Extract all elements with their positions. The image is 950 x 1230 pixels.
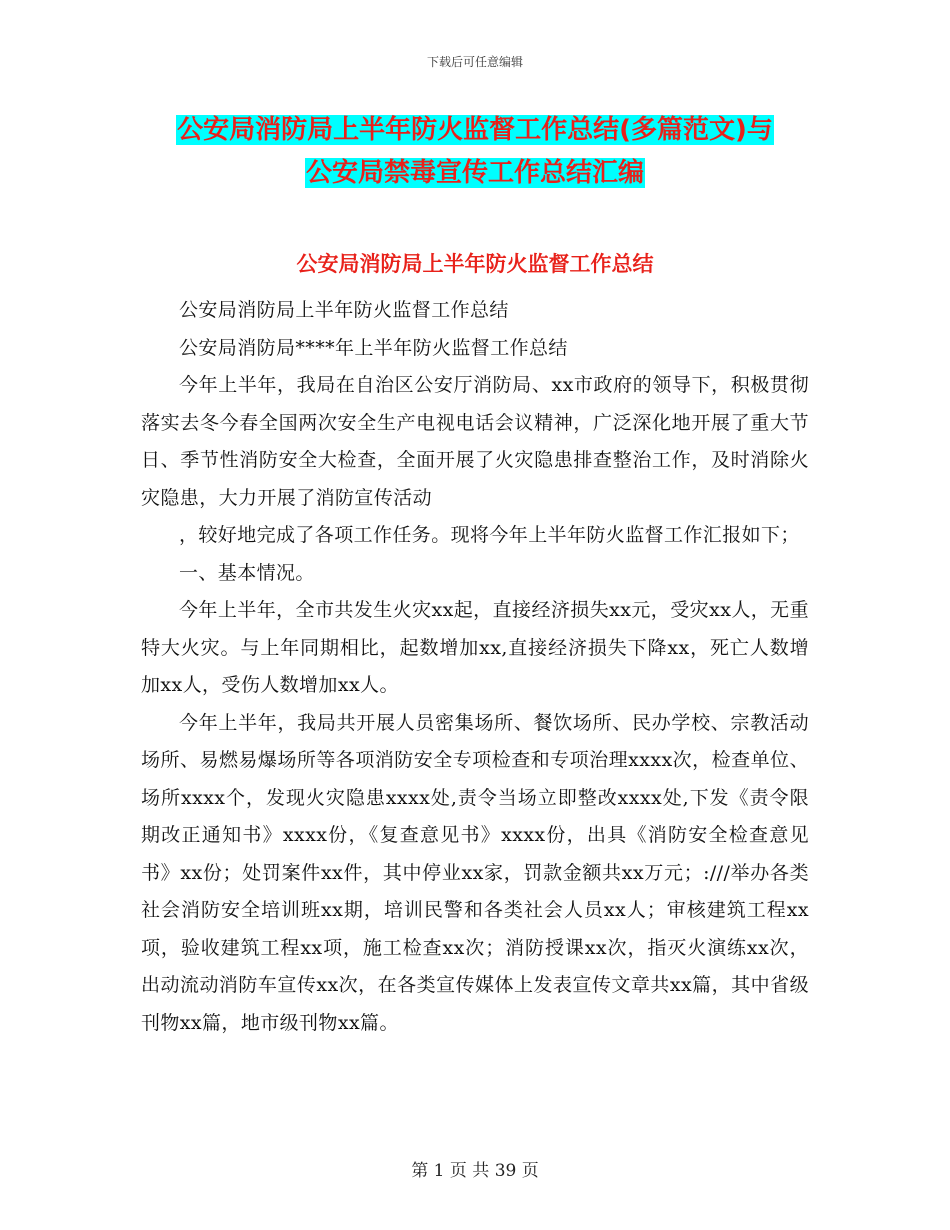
header-note: 下载后可任意编辑 bbox=[426, 55, 523, 69]
paragraph: ，较好地完成了各项工作任务。现将今年上半年防火监督工作汇报如下； bbox=[179, 524, 800, 546]
paragraph: 今年上半年，我局在自治区公安厅消防局、xx市政府的领导下，积极贯彻落实去冬今春全国两次安全生产电视电话会议精神，广泛深化地开展了重大节日、季节性消防安全大检查，全面开展了火灾隐患排查整治工作，及时消除火灾隐患，大力开展了消防宣传活动 bbox=[141, 374, 809, 509]
paragraph: 今年上半年，全市共发生火灾xx起，直接经济损失xx元，受灾xx人，无重特大火灾。与上年同期相比，起数增加xx,直接经济损失下降xx，死亡人数增加xx人，受伤人数增加xx人。 bbox=[141, 599, 809, 696]
title-highlight-1: 公安局消防局上半年防火监督工作总结(多篇范文)与 bbox=[177, 115, 773, 145]
section-title: 公安局消防局上半年防火监督工作总结 bbox=[296, 252, 654, 276]
paragraph: 公安局消防局****年上半年防火监督工作总结 bbox=[179, 336, 568, 359]
document-title-line-2 bbox=[0, 153, 950, 193]
document-title-line-1 bbox=[0, 110, 950, 150]
page-number-footer: 第 1 页 共 39 页 bbox=[411, 1161, 539, 1181]
paragraph: 一、基本情况。 bbox=[179, 561, 315, 584]
paragraph: 公安局消防局上半年防火监督工作总结 bbox=[179, 299, 509, 321]
title-highlight-2: 公安局禁毒宣传工作总结汇编 bbox=[305, 158, 644, 188]
document-body bbox=[141, 292, 809, 1042]
paragraph: 今年上半年，我局共开展人员密集场所、餐饮场所、民办学校、宗教活动场所、易燃易爆场所等各项消防安全专项检查和专项治理xxxx次，检查单位、场所xxxx个，发现火灾隐患xxxx处,责令当场立即整改xxxx处,下发《责令限期改正通知书》xxxx份，《复查意见书》xxxx份，出具《消防安全检查意见书》xx份；处罚案件xx件，其中停业xx家，罚款金额共xx万元；:///举办各类社会消防安全培训班xx期，培训民警和各类社会人员xx人；审核建筑工程xx项，验收建筑工程xx项，施工检查xx次；消防授课xx次，指灭火演练xx次，出动流动消防车宣传xx次，在各类宣传媒体上发表宣传文章共xx篇，其中省级刊物xx篇，地市级刊物xx篇。 bbox=[141, 711, 809, 1034]
